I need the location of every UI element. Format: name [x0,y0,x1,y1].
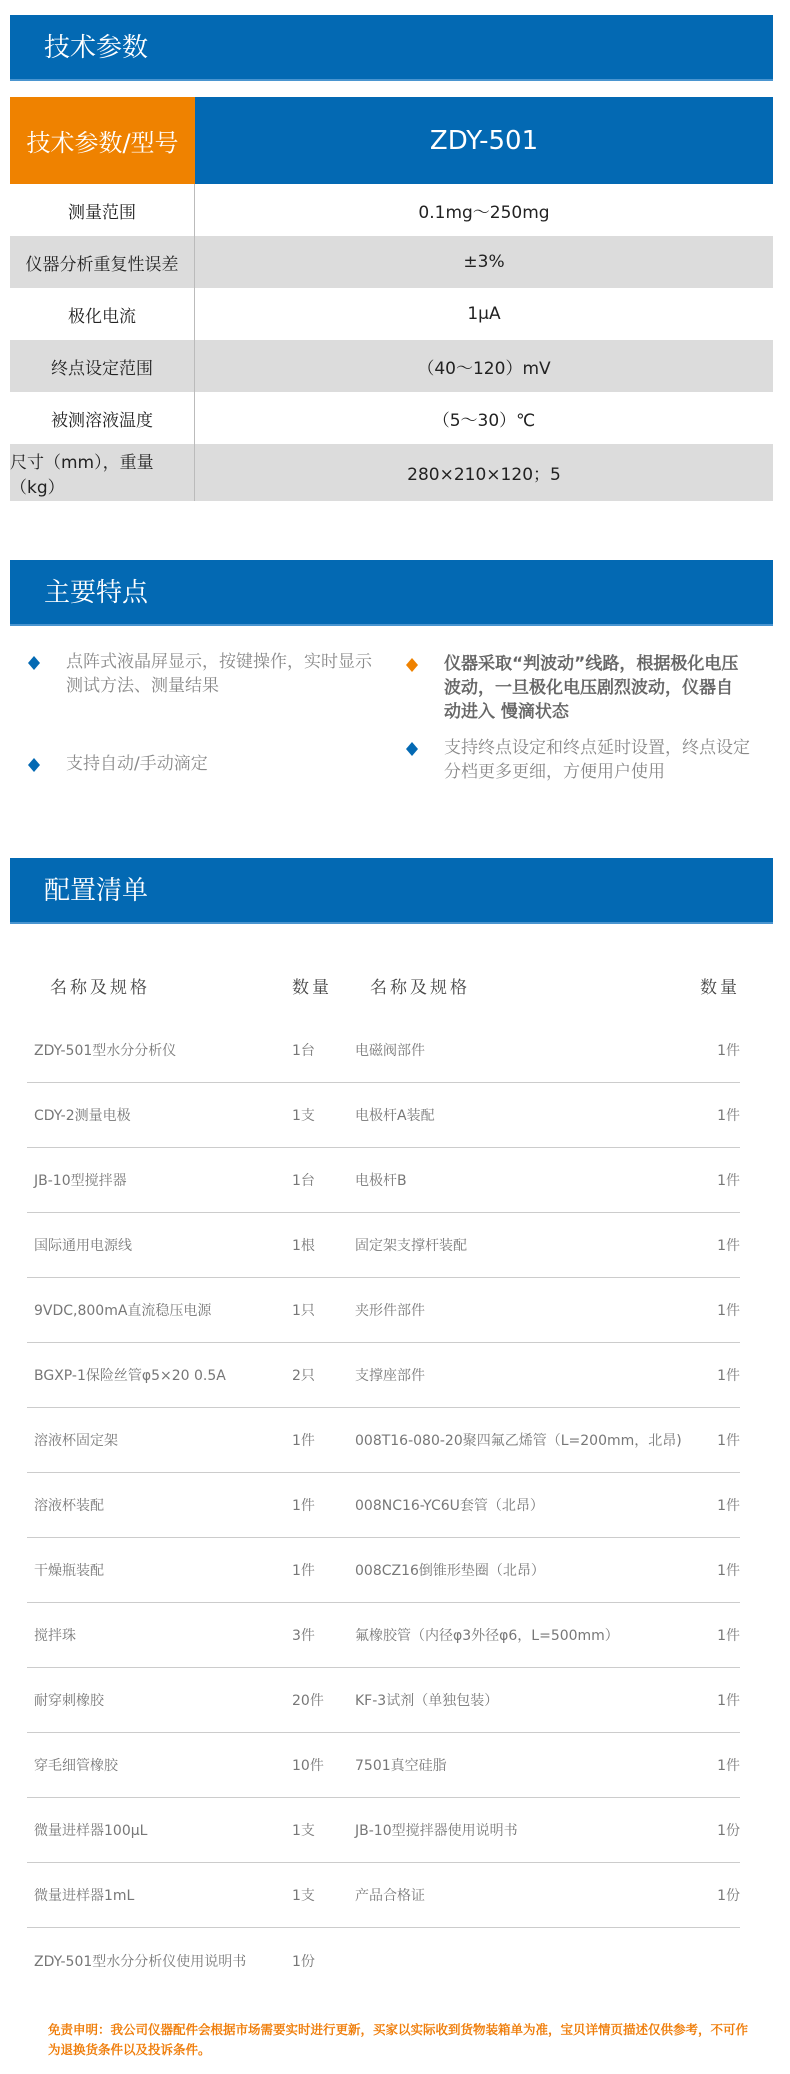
item-qty: 1份 [717,1823,740,1839]
feature-text: 仪器采取“判波动”线路，根据极化电压波动，一旦极化电压剧烈波动，仪器自动进入 慢滴状态 [444,654,739,722]
item-name: JB-10型搅拌器使用说明书 [355,1823,518,1839]
item-name: 电极杆A装配 [355,1108,435,1124]
spec-header-model: ZDY-501 [195,97,773,184]
item-qty: 1件 [717,1043,740,1059]
item-qty: 2只 [292,1368,315,1384]
section-header-features: 主要特点 [10,560,773,626]
item-name: 溶液杯装配 [34,1498,104,1514]
item-qty: 1件 [717,1498,740,1514]
config-row [27,1863,740,1928]
spec-param: 仪器分析重复性误差 [10,236,195,288]
disclaimer: 免责申明：我公司仪器配件会根据市场需要实时进行更新，买家以实际收到货物装箱单为准，宝贝详情页描述仅供参考，不可作为退换货条件以及投诉条件。 [48,2022,749,2057]
config-row [27,1668,740,1733]
feature-item [444,652,744,724]
spec-param: 被测溶液温度 [10,392,195,444]
item-qty: 1件 [292,1563,315,1579]
spec-value: （40～120）mV [417,358,551,379]
spec-value: 1μA [467,304,501,324]
feature-text: 支持自动/手动滴定 [66,754,208,774]
item-qty: 1份 [717,1888,740,1904]
config-row [27,1928,740,1993]
item-qty: 1台 [292,1043,315,1059]
item-qty: 1件 [717,1108,740,1124]
item-name: ZDY-501型水分分析仪 [34,1043,177,1059]
config-row [27,1798,740,1863]
item-qty: 20件 [292,1693,324,1709]
item-qty: 1支 [292,1823,315,1839]
feature-item [66,752,376,776]
item-name: 搅拌珠 [34,1628,76,1644]
item-qty: 1件 [717,1693,740,1709]
config-row [27,1603,740,1668]
config-header-row [27,960,740,1010]
feature-text: 点阵式液晶屏显示，按键操作，实时显示测试方法、测量结果 [66,652,372,696]
config-row [27,1278,740,1343]
spec-row [10,236,773,288]
spec-row [10,340,773,392]
item-name: 氟橡胶管（内径φ3外径φ6，L=500mm） [355,1628,619,1644]
spec-param: 极化电流 [10,288,195,340]
item-name: 产品合格证 [355,1888,425,1904]
item-name: JB-10型搅拌器 [34,1173,127,1189]
spec-value: 280×210×120；5 [407,465,561,485]
spec-value: ±3% [463,252,505,272]
item-name: 穿毛细管橡胶 [34,1758,118,1774]
item-name: 国际通用电源线 [34,1238,132,1254]
item-qty: 1件 [717,1433,740,1449]
item-qty: 1支 [292,1888,315,1904]
item-qty: 1件 [717,1628,740,1644]
col-qty: 数量 [700,977,740,998]
item-qty: 1根 [292,1238,315,1254]
config-row [27,1083,740,1148]
item-qty: 1件 [717,1303,740,1319]
config-row [27,1538,740,1603]
feature-text: 支持终点设定和终点延时设置，终点设定分档更多更细，方便用户使用 [444,738,750,782]
spec-row [10,392,773,444]
spec-param: 终点设定范围 [10,340,195,392]
item-qty: 1只 [292,1303,315,1319]
spec-row [10,444,773,501]
config-row [27,1733,740,1798]
spec-param: 测量范围 [10,184,195,236]
config-list [27,960,740,1993]
item-qty: 1件 [717,1368,740,1384]
spec-table [10,97,773,501]
feature-item [444,736,754,784]
config-row [27,1408,740,1473]
item-name: 溶液杯固定架 [34,1433,118,1449]
section-header-config: 配置清单 [10,858,773,924]
item-name: 夹形件部件 [355,1303,425,1319]
item-qty: 1件 [717,1238,740,1254]
col-qty: 数量 [292,977,332,998]
item-qty: 1件 [717,1173,740,1189]
item-name: 微量进样器1mL [34,1888,135,1904]
spec-row [10,184,773,236]
config-row [27,1343,740,1408]
item-qty: 3件 [292,1628,315,1644]
config-row [27,1148,740,1213]
item-qty: 1件 [717,1758,740,1774]
item-name: CDY-2测量电极 [34,1108,131,1124]
feature-item [66,650,376,698]
spec-param: 尺寸（mm），重量（kg） [10,444,195,501]
item-name: 支撑座部件 [355,1368,425,1384]
item-name: BGXP-1保险丝管φ5×20 0.5A [34,1368,226,1384]
item-name: 电磁阀部件 [355,1043,425,1059]
item-name: 9VDC,800mA直流稳压电源 [34,1303,212,1319]
item-qty: 1件 [292,1433,315,1449]
col-name: 名称及规格 [50,977,150,998]
diamond-bullet-icon [406,742,418,756]
item-qty: 1件 [292,1498,315,1514]
item-name: 耐穿刺橡胶 [34,1693,104,1709]
item-qty: 1件 [717,1563,740,1579]
item-name: 008NC16-YC6U套管（北昂） [355,1498,544,1514]
spec-value: 0.1mg～250mg [418,202,550,223]
diamond-bullet-icon [406,658,418,672]
item-name: 7501真空硅脂 [355,1758,447,1774]
diamond-bullet-icon [28,656,40,670]
item-qty: 10件 [292,1758,324,1774]
item-name: KF-3试剂（单独包装） [355,1693,499,1709]
diamond-bullet-icon [28,758,40,772]
item-qty: 1份 [292,1953,315,1970]
section-header-spec: 技术参数 [10,15,773,81]
item-name: 008CZ16倒锥形垫圈（北昂） [355,1563,545,1579]
spec-row [10,288,773,340]
item-qty: 1台 [292,1173,315,1189]
config-row [27,1018,740,1083]
item-name: 008T16-080-20聚四氟乙烯管（L=200mm，北昂) [355,1433,682,1449]
item-name: 固定架支撑杆装配 [355,1238,467,1254]
item-name: 电极杆B [355,1173,407,1189]
spec-value: （5～30）℃ [432,410,536,431]
spec-header-label: 技术参数/型号 [10,97,195,184]
config-row [27,1473,740,1538]
item-qty: 1支 [292,1108,315,1124]
item-name: 微量进样器100μL [34,1823,148,1839]
item-name: 干燥瓶装配 [34,1563,104,1579]
item-name: ZDY-501型水分分析仪使用说明书 [34,1953,247,1970]
config-row [27,1213,740,1278]
col-name: 名称及规格 [370,977,470,998]
